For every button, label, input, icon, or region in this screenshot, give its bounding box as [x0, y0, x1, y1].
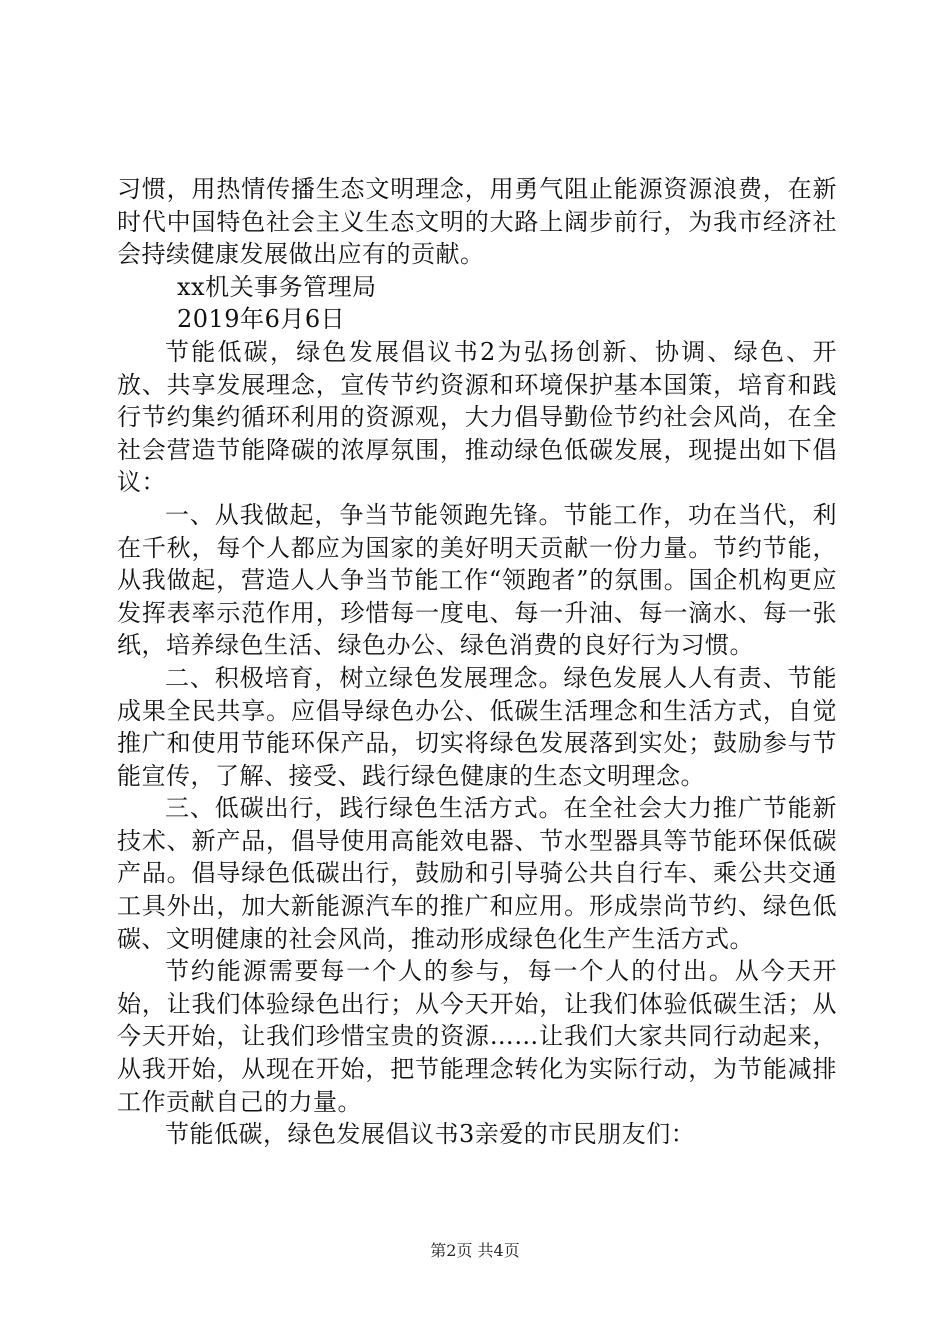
paragraph-closing: 节约能源需要每一个人的参与，每一个人的付出。从今天开始，让我们体验绿色出行；从今天开始，让我们体验低碳生活；从今天开始，让我们珍惜宝贵的资源……让我们大家共同行动起来，从我开始，从现在开始，把节能理念转化为实际行动，为节能减排工作贡献自己的力量。 [117, 957, 837, 1116]
paragraph-continuation: 习惯，用热情传播生态文明理念，用勇气阻止能源资源浪费，在新时代中国特色社会主义生态文明的大路上阔步前行，为我市经济社会持续健康发展做出应有的贡献。 [117, 175, 837, 269]
page-number-footer: 第2页 共4页 [430, 1241, 520, 1260]
paragraph-proposal-2-intro: 节能低碳，绿色发展倡议书2为弘扬创新、协调、绿色、开放、共享发展理念，宣传节约资源和环境保护基本国策，培育和践行节约集约循环利用的资源观，大力倡导勤俭节约社会风尚，在全社会营造节能降碳的浓厚氛围，推动绿色低碳发展，现提出如下倡议： [117, 337, 837, 497]
signature-organization: xx机关事务管理局 [177, 272, 377, 301]
signature-date: 2019年6月6日 [177, 305, 346, 334]
paragraph-point-2: 二、积极培育，树立绿色发展理念。绿色发展人人有责、节能成果全民共享。应倡导绿色办公、低碳生活理念和生活方式，自觉推广和使用节能环保产品，切实将绿色发展落到实处；鼓励参与节能宣传，了解、接受、践行绿色健康的生态文明理念。 [117, 663, 837, 790]
paragraph-point-3: 三、低碳出行，践行绿色生活方式。在全社会大力推广节能新技术、新产品，倡导使用高能效电器、节水型器具等节能环保低碳产品。倡导绿色低碳出行，鼓励和引导骑公共自行车、乘公共交通工具外出，加大新能源汽车的推广和应用。形成崇尚节约、绿色低碳、文明健康的社会风尚，推动形成绿色化生产生活方式。 [117, 794, 837, 953]
paragraph-point-1: 一、从我做起，争当节能领跑先锋。节能工作，功在当代，利在千秋，每个人都应为国家的美好明天贡献一份力量。节约节能，从我做起，营造人人争当节能工作“领跑者”的氛围。国企机构更应发挥表率示范作用，珍惜每一度电、每一升油、每一滴水、每一张纸，培养绿色生活、绿色办公、绿色消费的良好行为习惯。 [117, 500, 837, 660]
document-body [117, 173, 837, 1151]
paragraph-proposal-3-heading: 节能低碳，绿色发展倡议书3亲爱的市民朋友们： [165, 1120, 696, 1149]
